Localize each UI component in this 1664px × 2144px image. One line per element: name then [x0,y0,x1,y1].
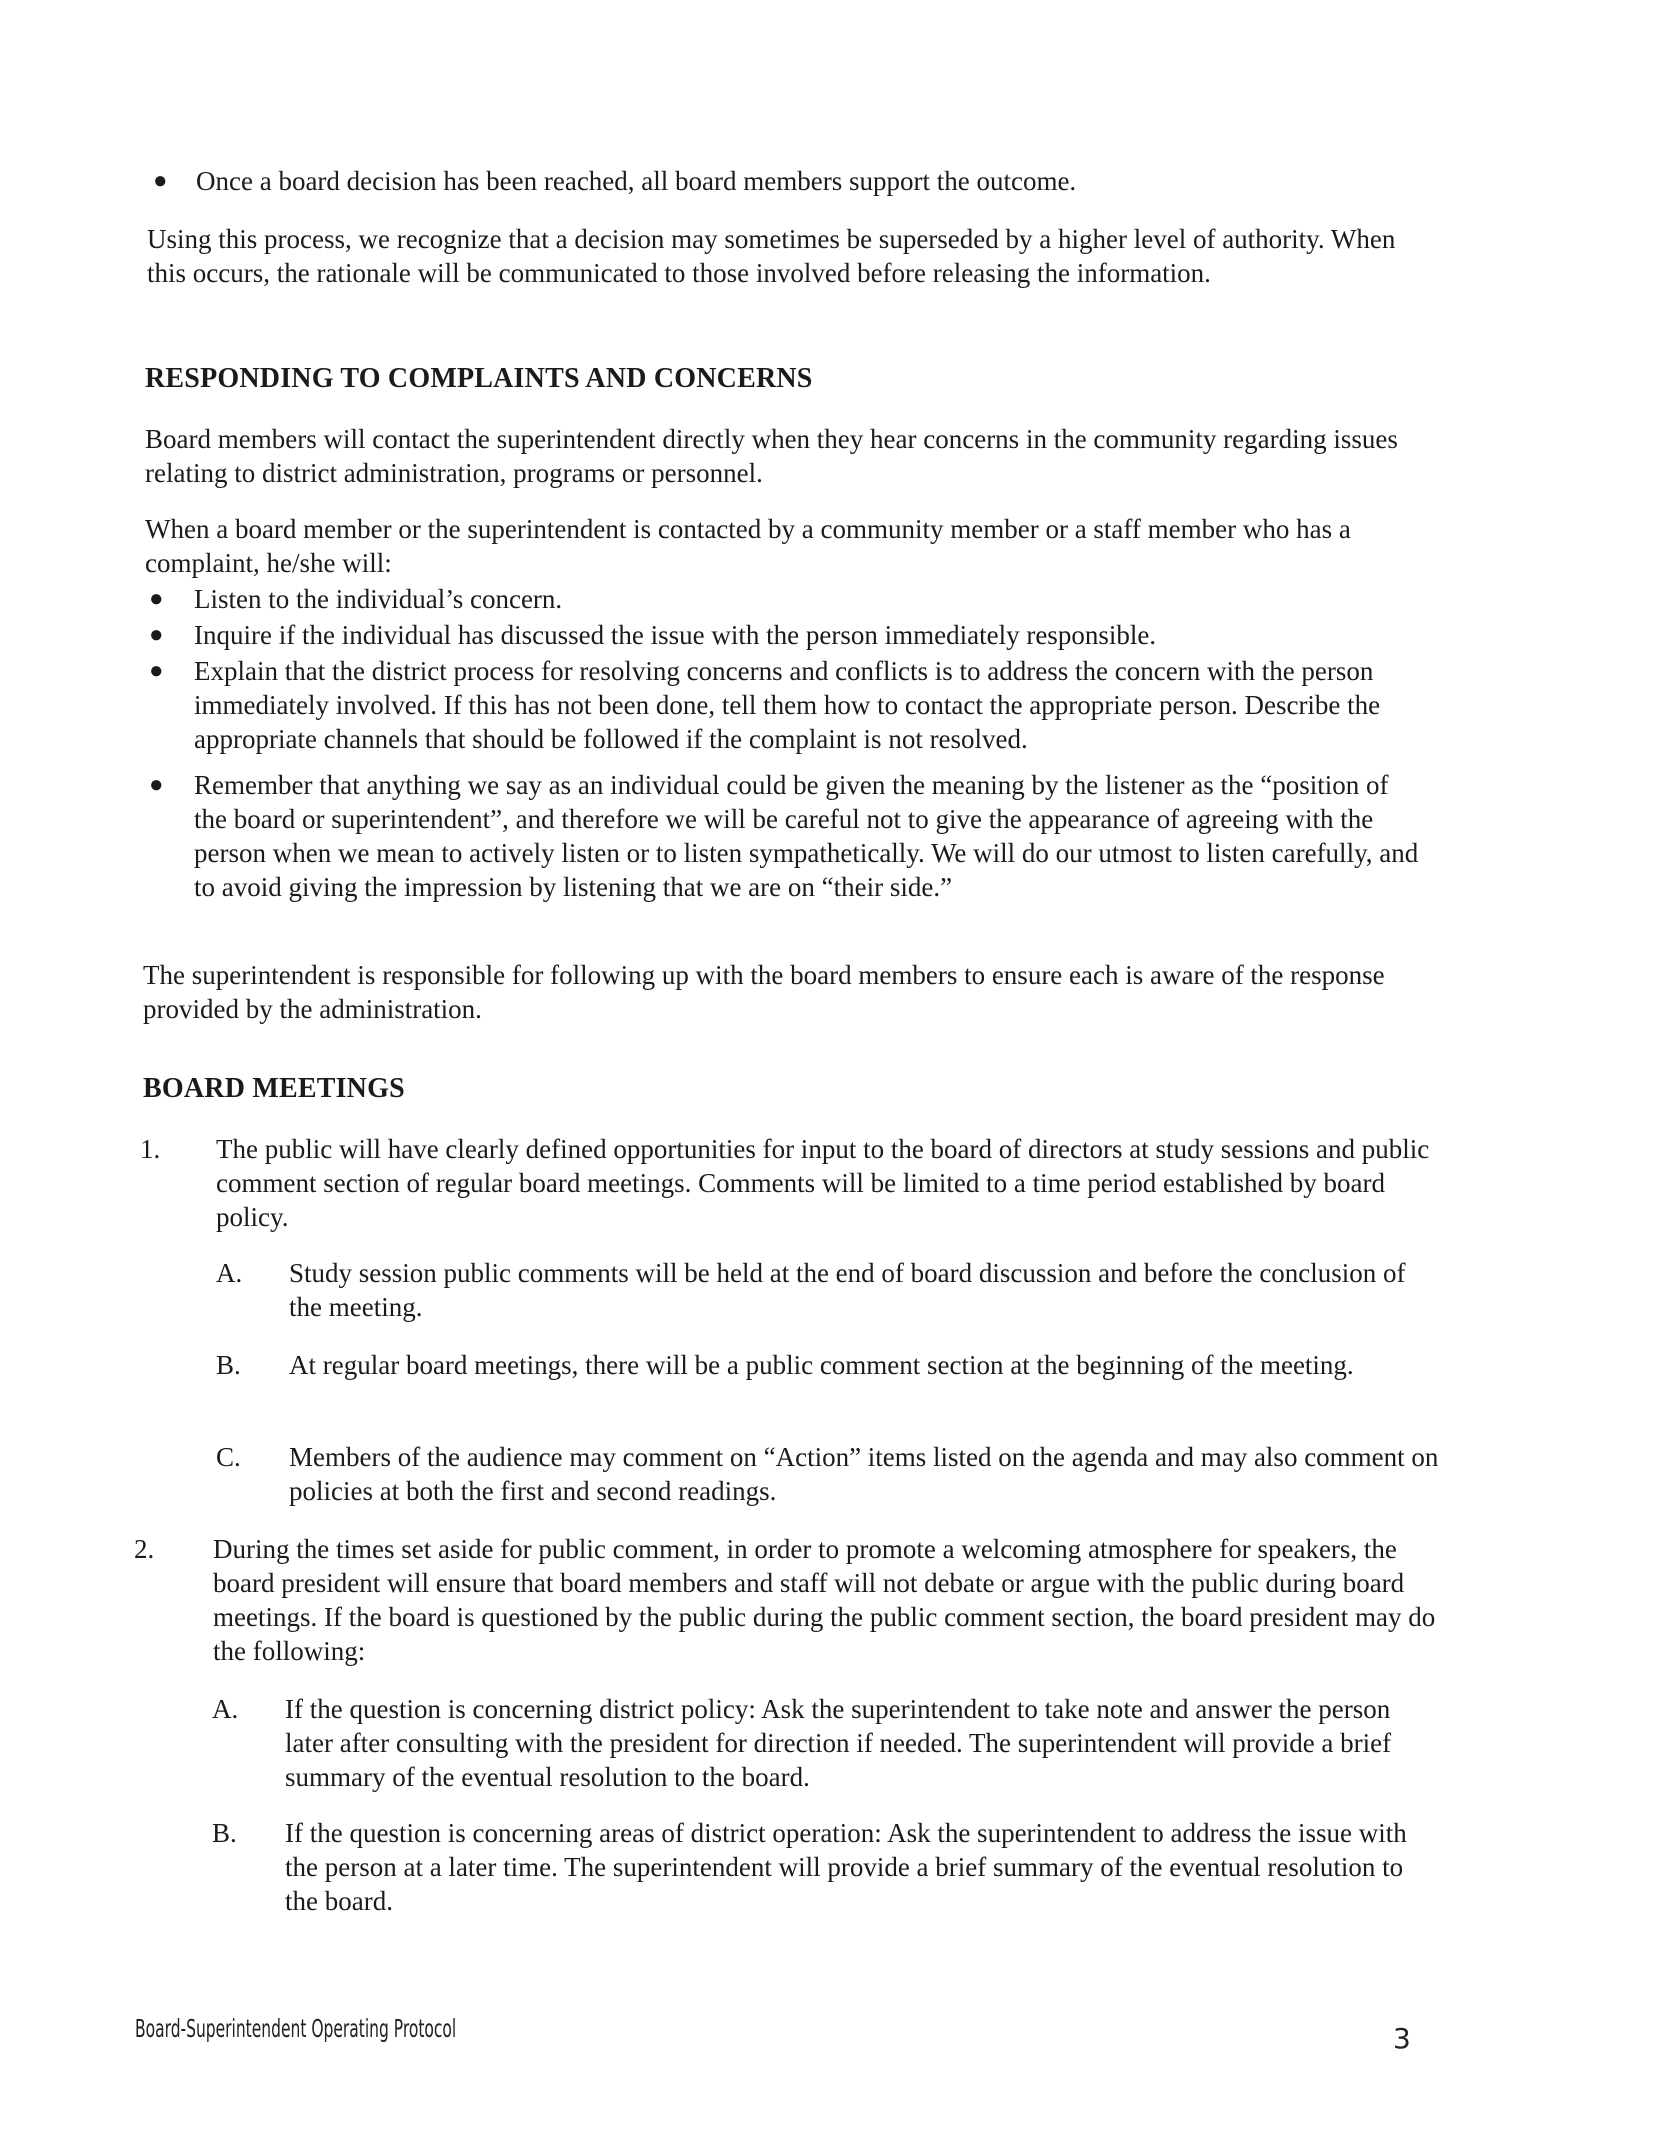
bullet-icon: ● [149,772,164,798]
item-2b-letter: B. [212,1818,237,1848]
item-1-number: 1. [140,1134,161,1164]
item-1c-letter: C. [216,1442,241,1472]
bullet-icon: ● [149,658,164,684]
page-number: 3 [1393,2022,1411,2055]
bullet-icon: ● [153,168,168,194]
item-2-text: During the times set aside for public comment, in order to promote a welcoming atmosphere for speakers, the board president will ensure that board members and staff will not debate or argue with the public during board meetings. If the board is questioned by the public during the public comment section, the board president may do the following: [213,1534,1436,1666]
intro-paragraph: Using this process, we recognize that a decision may sometimes be superseded by a higher level of authority. When this occurs, the rationale will be communicated to those involved before releasing the information. [147,224,1396,288]
item-2a-letter: A. [212,1694,239,1724]
complaints-paragraph-1: Board members will contact the superintendent directly when they hear concerns in the community regarding issues relating to district administration, programs or personnel. [145,424,1398,488]
item-1c-text: Members of the audience may comment on “Action” items listed on the agenda and may also comment on policies at both the first and second readings. [289,1442,1439,1506]
item-1a-letter: A. [216,1258,243,1288]
item-1-text: The public will have clearly defined opportunities for input to the board of directors at study sessions and public comment section of regular board meetings. Comments will be limited to a time period established by board policy. [216,1134,1430,1232]
item-1a-text: Study session public comments will be held at the end of board discussion and before the conclusion of the meeting. [289,1258,1406,1322]
complaints-bullet-1: Listen to the individual’s concern. [194,584,563,614]
footer-title: Board-Superintendent Operating Protocol [135,2014,457,2043]
item-2a-text: If the question is concerning district policy: Ask the superintendent to take note and answer the person later after consulting with the president for direction if needed. The superintendent will provide a brief summary of the eventual resolution to the board. [285,1694,1392,1792]
complaints-paragraph-2: When a board member or the superintendent is contacted by a community member or a staff member who has a complaint, he/she will: [145,514,1351,578]
complaints-heading: RESPONDING TO COMPLAINTS AND CONCERNS [145,363,813,394]
complaints-bullet-4: Remember that anything we say as an individual could be given the meaning by the listener as the “position of the board or superintendent”, and therefore we will be careful not to give the appearance of agreeing with the person when we mean to actively listen or to listen sympathetically. We will do our utmost to listen carefully, and to avoid giving the impression by listening that we are on “their side.” [194,770,1419,902]
complaints-bullet-3: Explain that the district process for resolving concerns and conflicts is to address the concern with the person immediately involved. If this has not been done, tell them how to contact the appropriate person. Describe the appropriate channels that should be followed if the complaint is not resolved. [194,656,1381,754]
intro-bullet-text: Once a board decision has been reached, all board members support the outcome. [196,166,1077,196]
item-1b-letter: B. [216,1350,241,1380]
item-1b-text: At regular board meetings, there will be a public comment section at the beginning of the meeting. [289,1350,1354,1380]
bullet-icon: ● [149,622,164,648]
bullet-icon: ● [149,586,164,612]
meetings-heading: BOARD MEETINGS [143,1073,405,1104]
item-2b-text: If the question is concerning areas of district operation: Ask the superintendent to address the issue with the person at a later time. The superintendent will provide a brief summary of the eventual resolution to the board. [285,1818,1407,1916]
item-2-number: 2. [134,1534,155,1564]
complaints-paragraph-3: The superintendent is responsible for following up with the board members to ensure each is aware of the response provided by the administration. [143,960,1385,1024]
complaints-bullet-2: Inquire if the individual has discussed the issue with the person immediately responsible. [194,620,1157,650]
